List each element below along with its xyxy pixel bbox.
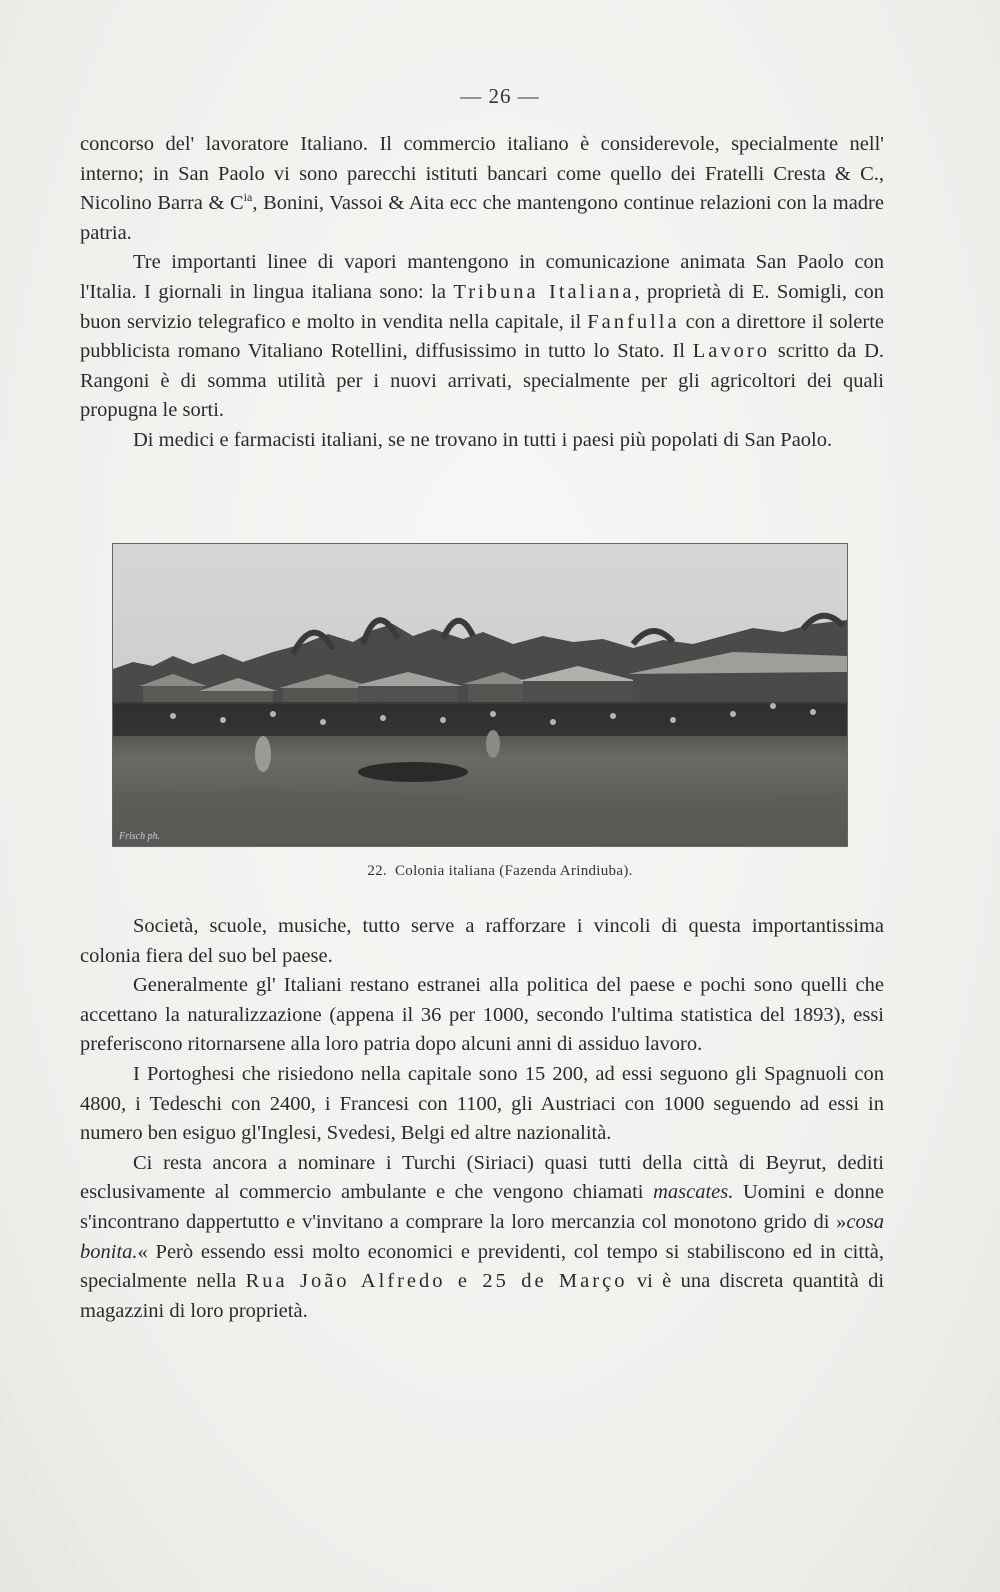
newspaper-fanfulla: Fanfulla — [587, 310, 680, 333]
paragraph-politics: Generalmente gl' Italiani restano estranei alla politica del paese e pochi sono quelli che accettano la naturalizzazione (appena il 36 per 1000, secondo l'ultima statistica del 1893), essi preferiscono ritornarsene alla loro patria dopo alcuni anni di assiduo lavoro. — [80, 974, 884, 1056]
newspaper-lavoro: Lavoro — [692, 340, 770, 363]
paragraph-commerce: concorso del' lavoratore Italiano. Il commercio italiano è considerevole, specialmente nell' interno; in San Paolo vi sono parecchi istituti bancari come quello dei Fratelli Cresta & C., Nicolino Barra & $C^{ia}$, Bonini, Vassoi & Aita ecc che mantengono continue relazioni con la madre patria. — [80, 133, 884, 244]
newspaper-tribuna: Tribuna Italiana — [453, 280, 635, 303]
caption-text: Colonia italiana (Fazenda Arindiuba). — [394, 863, 633, 879]
street-names: Rua João Alfredo e 25 de Março — [245, 1270, 628, 1293]
term-mascates: mascates. — [653, 1181, 734, 1204]
paragraph-societies: Società, scuole, musiche, tutto serve a rafforzare i vincoli di questa importantissima colonia fiera del suo bel paese. — [80, 915, 884, 967]
photo-image — [113, 544, 847, 846]
photo-credit: Frisch ph. — [119, 831, 161, 842]
figure-caption — [0, 863, 1000, 880]
term-cosa-bonita: cosa bonita. — [80, 1210, 884, 1263]
page-number: — 26 — — [460, 84, 540, 108]
paragraph-doctors: Di medici e farmacisti italiani, se ne trovano in tutti i paesi più popolati di San Paolo. — [133, 428, 833, 451]
photo-colonia-italiana — [112, 543, 848, 847]
paragraph-newspapers: Tre importanti linee di vapori mantengono in comunicazione animata San Paolo con l'Italia. I giornali in lingua italiana sono: la Tribuna Italiana, proprietà di E. Somigli, con buon servizio telegrafico e molto in vendita nella capitale, il Fanfulla con a direttore il solerte pubblicista romano Vitaliano Rotellini, diffusissimo in tutto lo Stato. Il Lavoro scritto da D. Rangoni è di somma utilità per i nuovi arrivati, specialmente per gli agricoltori dei quali propugna le sorti. — [80, 251, 885, 422]
paragraph-nationalities: I Portoghesi che risiedono nella capitale sono 15 200, ad essi seguono gli Spagnuoli con 4800, i Tedeschi con 2400, i Francesi con 1100, gli Austriaci con 1000 seguendo ad essi in numero ben esiguo gl'Inglesi, Svedesi, Belgi ed altre nazionalità. — [80, 1062, 884, 1145]
bottom-text-block — [80, 912, 884, 1326]
paragraph-turks: Ci resta ancora a nominare i Turchi (Siriaci) quasi tutti della città di Beyrut, dediti esclusivamente al commercio ambulante e che vengono chiamati mascates. Uomini e donne s'incontrano dappertutto e v'invitano a comprare la loro mercanzia col monotono grido di »cosa bonita.« Però essendo essi molto economici e previdenti, col tempo si stabiliscono ed in città, specialmente nella Rua João Alfredo e 25 de Março vi è una discreta quantità di magazzini di loro proprietà. — [80, 1151, 885, 1322]
caption-number: 22. — [367, 863, 387, 879]
top-text-block — [80, 130, 884, 456]
